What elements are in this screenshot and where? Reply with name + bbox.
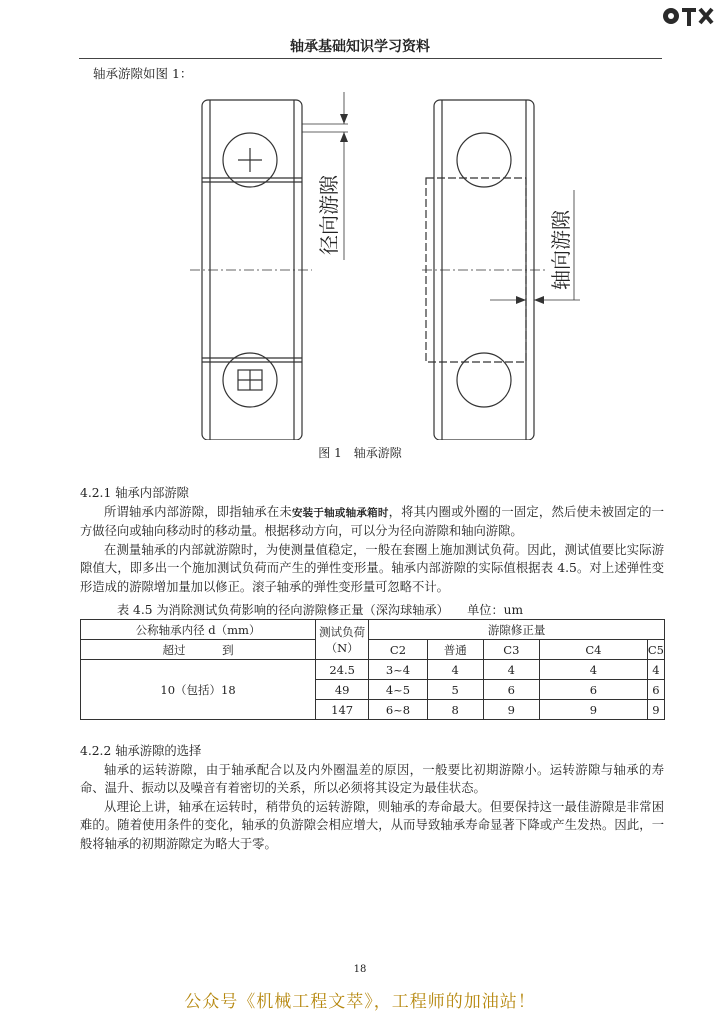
paragraph: 在测量轴承的内部就游隙时，为使测量值稳定，一般在套圈上施加测试负荷。因此，测试值要比实际游隙值大，即多出一个施加测试负荷而产生的弹性变形量。轴承内部游隙的实际值根据表 4.5。对上述弹性变形造成的游隙增加量加以修正。滚子轴承的弹性变形量可忽略不计。 [80,542,664,594]
col-c3: C3 [483,640,539,660]
bold-phrase: 安装于轴或轴承箱时 [291,506,389,519]
section-4-2-2 [80,742,664,853]
col-normal: 普通 [427,640,483,660]
figure-caption: 图 1 轴承游隙 [318,446,402,460]
clearance-correction-table [80,619,665,720]
header-bore: 公称轴承内径 d（mm） [81,620,316,640]
radial-bearing-drawing [190,92,348,440]
bore-range: 10（包括）18 [81,660,316,720]
table-row: 10（包括）18 24.5 3~4 4 4 4 4 [81,660,665,680]
table-title: 表 4.5 为消除测试负荷影响的径向游隙修正量（深沟球轴承） 单位：um [117,603,524,617]
header-correction: 游隙修正量 [369,620,665,640]
section-4-2-1 [80,484,664,596]
axial-clearance-label: 轴向游隙 [549,210,573,290]
header-over-to: 超过 到 [81,640,316,660]
publisher-logo [662,4,716,30]
header-title: 轴承基础知识学习资料 [290,39,430,55]
promo-banner: 公众号《机械工程文萃》，工程师的加油站！ [184,992,536,1012]
header-load: 测试负荷 （N） [316,620,369,660]
section-heading: 4.2.2 轴承游隙的选择 [80,744,202,758]
header-rule [79,58,662,59]
page-number: 18 [353,964,367,975]
paragraph: 所谓轴承内部游隙，即指轴承在未安装于轴或轴承箱时，将其内圈或外圈的一固定，然后使未被固定的一方做径向或轴向移动时的移动量。根据移动方向，可以分为径向游隙和轴向游隙。 [80,504,664,538]
radial-clearance-label: 径向游隙 [317,175,341,255]
table-row: 147 6~8 8 9 9 9 [81,700,665,720]
section-heading: 4.2.1 轴承内部游隙 [80,486,189,500]
bearing-clearance-figure [0,80,720,440]
figure-intro: 轴承游隙如图 1： [93,66,193,81]
col-c5: C5 [647,640,664,660]
col-c4: C4 [539,640,647,660]
paragraph: 轴承的运转游隙，由于轴承配合以及内外圈温差的原因，一般要比初期游隙小。运转游隙与轴承的寿命、温升、振动以及噪音有着密切的关系，所以必须将其设定为最佳状态。 [80,762,664,795]
col-c2: C2 [369,640,427,660]
paragraph: 从理论上讲，轴承在运转时，稍带负的运转游隙，则轴承的寿命最大。但要保持这一最佳游隙是非常困难的。随着使用条件的变化，轴承的负游隙会相应增大，从而导致轴承寿命显著下降或产生发热。因此，一般将轴承的初期游隙定为略大于零。 [80,799,664,851]
table-row: 49 4~5 5 6 6 6 [81,680,665,700]
